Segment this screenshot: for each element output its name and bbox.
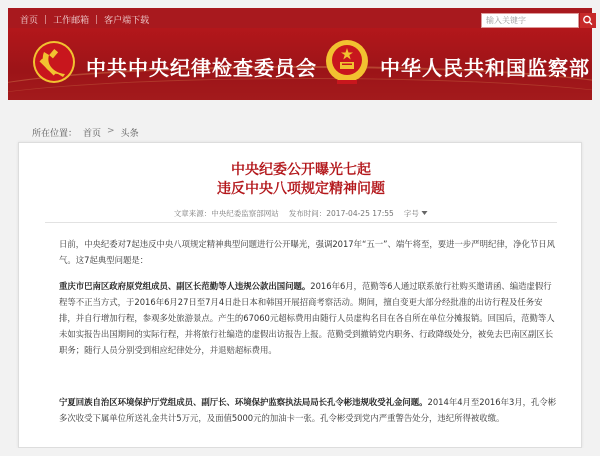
article-meta (19, 208, 583, 219)
search-icon (580, 13, 596, 28)
article-paragraph-case2 (59, 394, 557, 426)
breadcrumb-current[interactable]: 头条 (120, 129, 139, 139)
chevron-down-icon (421, 210, 428, 216)
party-emblem-icon (32, 40, 76, 84)
article-source: 文章来源：中央纪委监察部网站 (173, 209, 279, 218)
nav-client-link[interactable]: 客户端下载 (104, 16, 150, 26)
article-time: 发布时间：2017-04-25 17:55 (288, 209, 394, 218)
divider (45, 222, 557, 223)
article-title-line2: 违反中央八项规定精神问题 (217, 181, 385, 197)
font-size-label: 字号 (403, 209, 419, 218)
search-input[interactable]: 输入关键字 (481, 13, 579, 28)
breadcrumb (32, 126, 139, 139)
article-paragraph-case1 (59, 278, 557, 358)
article-title-line1: 中央纪委公开曝光七起 (231, 162, 371, 178)
national-emblem-icon (324, 38, 370, 86)
nav-separator: | (44, 14, 48, 25)
case2-body: 2014年4月至2016年3月，孔令彬多次收受下属单位所送礼金共计5万元，及面值5000元的加油卡一张。孔令彬受到党内严重警告处分，违纪所得被收缴。 (59, 397, 557, 423)
article-paragraph-intro: 日前，中央纪委对7起违反中央八项规定精神典型问题进行公开曝光，强调2017年“五一”、端午将至，要进一步严明纪律，净化节日风气。这7起典型问题是： (59, 239, 555, 265)
nav-mail-link[interactable]: 工作邮箱 (53, 16, 90, 26)
breadcrumb-label: 所在位置： (32, 129, 78, 139)
nav-separator: | (95, 14, 99, 25)
case2-heading: 宁夏回族自治区环境保护厅党组成员、副厅长、环境保护监察执法局局长孔令彬违规收受礼金问题。 (59, 397, 428, 407)
banner-title-ccdi: 中共中央纪律检查委员会 (86, 56, 317, 80)
case1-body: 2016年6月，范勤等6人通过联系旅行社购买邀请函、编造虚假行程等不正当方式，于2016年6月27日至7月4日赴日本和韩国开展招商考察活动。期间，擅自变更大部分经批准的出访行程及任务安排，并自行增加行程，参观多处旅游景点。产生的67060元超标费用由随行人员虚构名目在各自所在单位分摊报销。回国后，范勤等人未如实报告出国期间的实际行程，并将旅行社编造的虚假出访报告上报。范勤受到撤销党内职务、行政降级处分，被免去巴南区副区长职务；随行人员分别受到相应纪律处分，并退赔超标费用。 (59, 281, 555, 355)
top-nav (20, 13, 149, 26)
font-size-control[interactable] (404, 208, 428, 219)
site-banner (8, 28, 592, 100)
breadcrumb-separator: > (107, 126, 115, 136)
breadcrumb-home[interactable]: 首页 (83, 129, 102, 139)
banner-title-ministry: 中华人民共和国监察部 (380, 56, 590, 80)
search-button[interactable] (580, 13, 596, 28)
nav-home-link[interactable]: 首页 (20, 16, 39, 26)
article-card (18, 142, 582, 448)
case1-heading: 重庆市巴南区政府原党组成员、副区长范勤等人违规公款出国问题。 (59, 281, 311, 291)
